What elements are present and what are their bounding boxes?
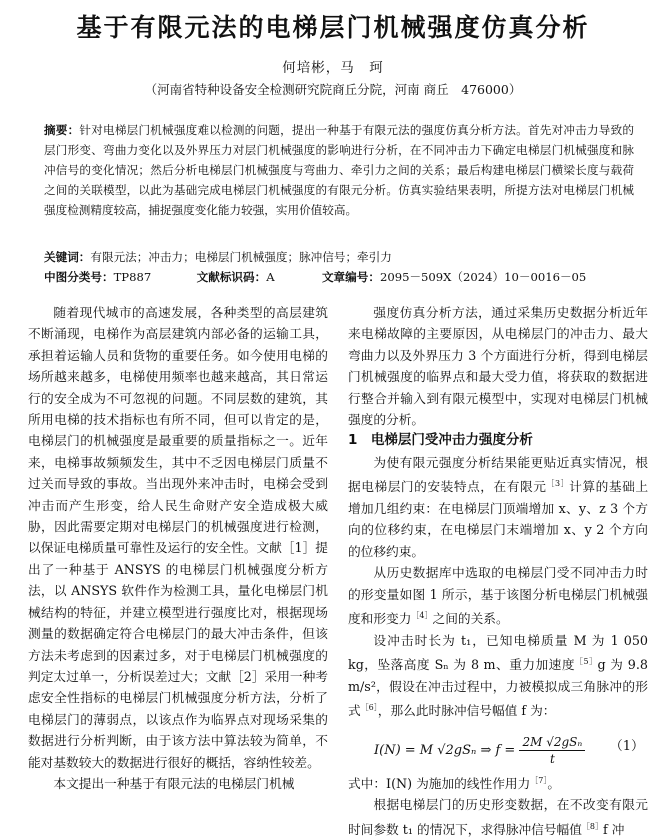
clc-value: TP887 — [113, 270, 152, 284]
body-paragraph: 本文提出一种基于有限元法的电梯层门机械 — [53, 775, 295, 791]
clc-label: 中图分类号： — [44, 270, 114, 284]
keywords — [44, 248, 634, 266]
fraction-numerator: 2M √2gSₙ — [519, 734, 585, 751]
equation-fraction — [519, 734, 585, 767]
body-paragraph — [348, 770, 648, 795]
text-run: 设冲击时长为 t₁，已知电梯质量 M 为 1 050 kg，坠落高度 Sₙ 为 8 m、重力加速度 — [348, 632, 648, 673]
body-left-column — [28, 302, 328, 794]
paper-authors: 何培彬，马 珂 — [282, 60, 384, 76]
text-run: 之间的关系。 — [432, 611, 509, 627]
body-paragraph: 随着现代城市的高速发展，各种类型的高层建筑不断涌现，电梯作为高层建筑内部必备的运输工具，承担着运输人员和货物的重要任务。如今使用电梯的场所越来越多，电梯使用频率也越来越高，其日常运行的安全成为不可忽视的问题。不同层数的建筑，其所用电梯的技术指标也有所不同，但可以肯定的是，电梯层门的机械强度是最重要的质量指标之一。近年来，电梯事故频频发生，其中不乏因电梯层门质量不过关而导致的事故。当出现外来冲击时，电梯会受到冲击而产生形变，给人民生命财产安全造成极大威胁，因此需要定期对电梯层门的机械强度进行检测，以保证电梯质量可靠性及运行的安全性。文献［1］提出了一种基于 ANSYS 的电梯层门机械强度分析方法，以 ANSYS 软件作为检测工具，量化电梯层门机械结构的特征，并建立模型进行强度比对，根据现场测量的数据确定符合电梯层门的最大冲击条件，但该方法未考虑到的因素过多，对于电梯层门机械强度的判定太过单一，分析误差过大；文献［2］采用一种考虑安全性指标的电梯层门机械强度分析方法，分析了电梯层门的薄弱点，以该点作为临界点对现场采集的数据进行分析判断，由于该方法中算法较为简单，不能对基数较大的数据进行很好的概括，容纳性较差。 — [28, 305, 328, 770]
citation[interactable]: ［4］ — [411, 610, 433, 620]
text-run: 根据电梯层门的历史形变数据，在不改变有限元时间参数 t₁ 的情况下，求得脉冲信号幅值 — [348, 797, 648, 837]
body-paragraph — [348, 794, 648, 840]
citation[interactable]: ［8］ — [581, 821, 604, 831]
keywords-text: 有限元法；冲击力；电梯层门机械强度；脉冲信号；牵引力 — [90, 250, 392, 264]
body-right-column — [348, 302, 648, 840]
fraction-denominator: t — [549, 751, 555, 766]
text-run: g 为 9.8 m/s²，假设在冲击过程中，力被模拟成三角脉冲的形式 — [348, 657, 648, 719]
text-run: 计算的基础上增加几组约束：在电梯层门顶端增加 x、y、z 3 个方向的位移约束，在电梯层门末端增加 x、y 2 个方向的位移约束。 — [348, 479, 649, 559]
abstract-label: 摘要： — [44, 123, 80, 137]
citation[interactable]: ［7］ — [530, 775, 548, 785]
equation-number: （1） — [609, 738, 644, 754]
citation[interactable]: ［6］ — [360, 703, 378, 713]
article-number-label: 文章编号： — [321, 270, 380, 284]
doc-code-label: 文献标识码： — [196, 270, 267, 284]
text-run: ，那么此时脉冲信号幅值 f 为： — [377, 703, 556, 719]
equation-1 — [348, 726, 648, 766]
paper-title: 基于有限元法的电梯层门机械强度仿真分析 — [76, 13, 590, 42]
body-paragraph — [348, 452, 648, 562]
equation-left: I(N) = M √2gSₙ ⇒ f = — [374, 742, 516, 758]
citation[interactable]: ［3］ — [546, 479, 570, 489]
body-paragraph — [348, 562, 648, 629]
section-heading: 1 电梯层门受冲击力强度分析 — [348, 432, 533, 449]
body-paragraph — [348, 630, 648, 722]
text-run: 。 — [547, 775, 561, 791]
body-paragraph: 强度仿真分析方法，通过采集历史数据分析近年来电梯故障的主要原因，从电梯层门的冲击力、最大弯曲力以及外界压力 3 个方面进行分析，得到电梯层门机械强度的临界点和最大受力值，将获取的数据进行整合并输入到有限元模型中，实现对电梯层门机械强度的分析。 — [348, 305, 648, 428]
paper-affiliation: （河南省特种设备安全检测研究院商丘分院，河南 商丘 476000） — [144, 82, 522, 97]
article-number-value: 2095－509X（2024）10－0016－05 — [379, 270, 587, 284]
text-run: 从历史数据库中选取的电梯层门受不同冲击力时的形变量如图 1 所示，基于该图分析电梯层门机械强度和形变力 — [348, 565, 648, 627]
text-run: 式中：I(N) 为施加的线性作用力 — [348, 775, 531, 791]
article-meta — [44, 268, 644, 286]
citation[interactable]: ［5］ — [575, 656, 598, 666]
abstract — [44, 120, 634, 220]
equation-body — [374, 734, 585, 767]
keywords-label: 关键词： — [44, 250, 91, 264]
text-run: 为使有限元强度分析结果能更贴近真实情况，根据电梯层门的安装特点，在有限元 — [348, 454, 648, 495]
text-run: f 冲 — [603, 821, 625, 837]
abstract-text: 针对电梯层门机械强度难以检测的问题，提出一种基于有限元法的强度仿真分析方法。首先对冲击力导致的层门形变、弯曲力变化以及外界压力对层门机械强度的影响进行分析，在不同冲击力下确定电梯层门机械强度和脉冲信号的变化情况；然后分析电梯层门机械强度与弯曲力、牵引力之间的关系；最后构建电梯层门横梁长度与载荷之间的关联模型，以此为基础完成电梯层门机械强度的有限元分析。仿真实验结果表明，所提方法对电梯层门机械强度检测精度较高，捕捉强度变化能力较强，实用价值较高。 — [44, 123, 634, 217]
doc-code-value: A — [266, 270, 275, 284]
